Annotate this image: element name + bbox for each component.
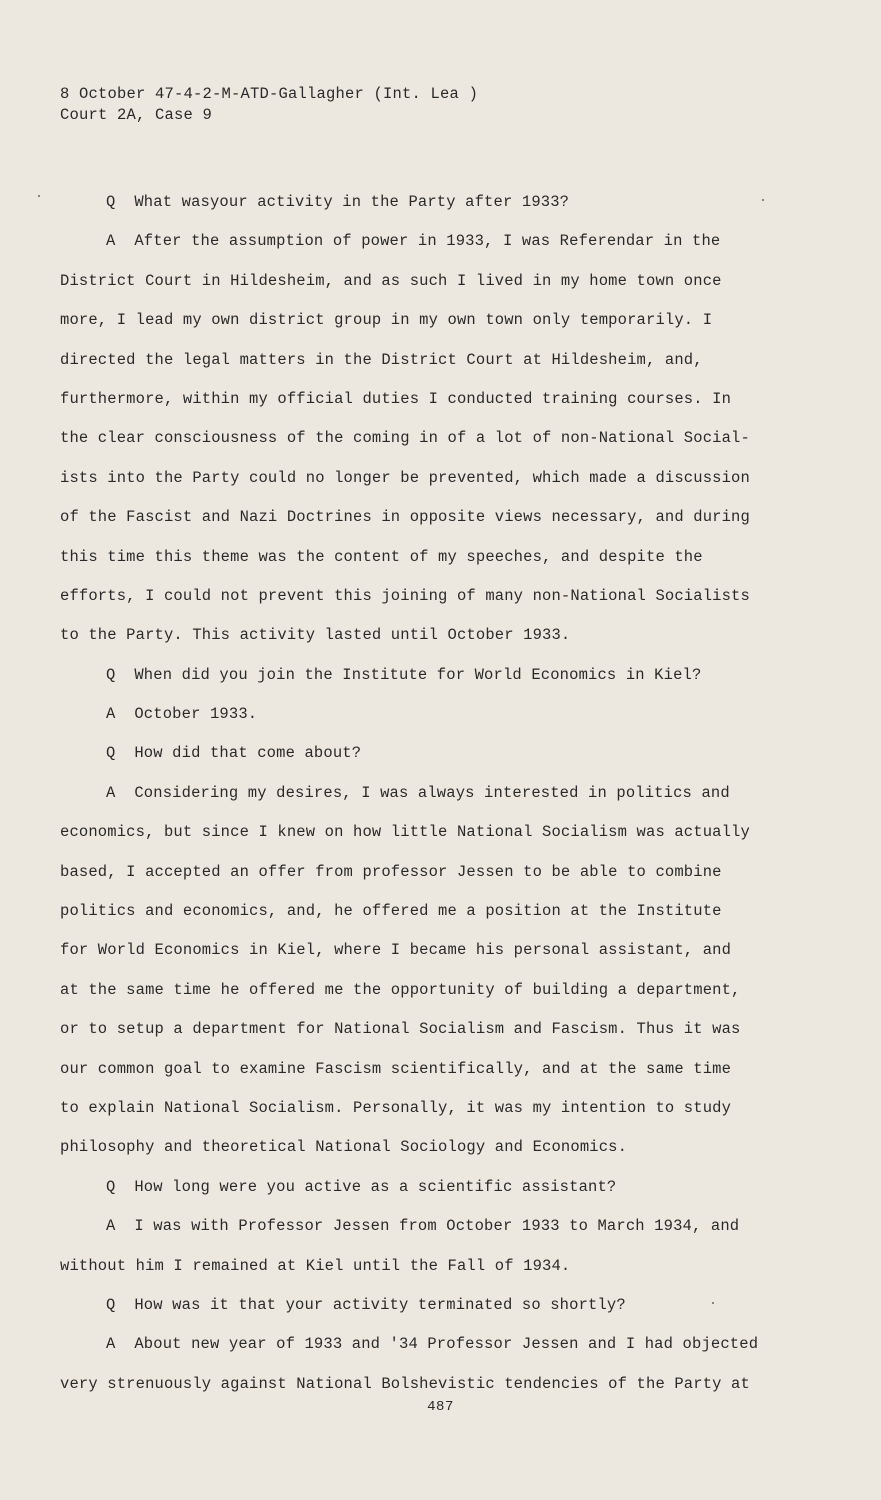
text-line: or to setup a department for National Socialism and Fascism. Thus it was <box>60 1020 741 1039</box>
text-line: very strenuously against National Bolshevistic tendencies of the Party at <box>60 1374 750 1393</box>
question-line: Q How did that come about? <box>106 744 362 763</box>
text-line: directed the legal matters in the District Court at Hildesheim, and, <box>60 350 703 369</box>
text-line: economics, but since I knew on how little National Socialism was actually <box>60 823 750 842</box>
text-line: of the Fascist and Nazi Doctrines in opposite views necessary, and during <box>60 508 750 527</box>
answer-line: A I was with Professor Jessen from October 1933 to March 1934, and <box>106 1217 740 1236</box>
text-line: furthermore, within my official duties I conducted training courses. In <box>60 389 732 408</box>
text-line: without him I remained at Kiel until the Fall of 1934. <box>60 1256 571 1275</box>
text-line: more, I lead my own district group in my own town only temporarily. I <box>60 311 713 330</box>
text-line: this time this theme was the content of my speeches, and despite the <box>60 547 703 566</box>
question-line: Q When did you join the Institute for World Economics in Kiel? <box>106 665 702 684</box>
answer-line: A About new year of 1933 and '34 Professor Jessen and I had objected <box>106 1335 759 1354</box>
transcript-body <box>60 183 780 1404</box>
text-line: to explain National Socialism. Personally, it was my intention to study <box>60 1098 732 1117</box>
text-line: politics and economics, and, he offered me a position at the Institute <box>60 902 722 921</box>
answer-line: A Considering my desires, I was always interested in politics and <box>106 783 730 802</box>
page-number: 487 <box>427 1399 454 1415</box>
text-line: based, I accepted an offer from professor Jessen to be able to combine <box>60 862 722 881</box>
paper-speck <box>762 199 764 201</box>
text-line: at the same time he offered me the opportunity of building a department, <box>60 980 741 999</box>
text-line: the clear consciousness of the coming in of a lot of non-National Social- <box>60 429 750 448</box>
text-line: efforts, I could not prevent this joining of many non-National Socialists <box>60 586 750 605</box>
text-line: our common goal to examine Fascism scientifically, and at the same time <box>60 1059 732 1078</box>
question-line: Q How was it that your activity terminated so shortly? <box>106 1295 626 1314</box>
answer-line: A October 1933. <box>106 705 258 724</box>
header-court-case: Court 2A, Case 9 <box>60 106 213 124</box>
text-line: to the Party. This activity lasted until October 1933. <box>60 626 571 645</box>
document-header <box>60 84 478 126</box>
paper-speck <box>38 195 40 197</box>
text-line: philosophy and theoretical National Sociology and Economics. <box>60 1138 628 1157</box>
paper-speck <box>712 1302 714 1304</box>
text-line: District Court in Hildesheim, and as such I lived in my home town once <box>60 271 722 290</box>
question-line: Q What wasyour activity in the Party after 1933? <box>106 193 570 211</box>
answer-line: A After the assumption of power in 1933, I was Referendar in the <box>106 232 721 251</box>
question-line: Q How long were you active as a scientific assistant? <box>106 1177 617 1196</box>
header-date-reference: 8 October 47-4-2-M-ATD-Gallagher (Int. Lea ) <box>60 85 479 103</box>
text-line: for World Economics in Kiel, where I became his personal assistant, and <box>60 941 732 960</box>
text-line: ists into the Party could no longer be prevented, which made a discussion <box>60 468 750 487</box>
